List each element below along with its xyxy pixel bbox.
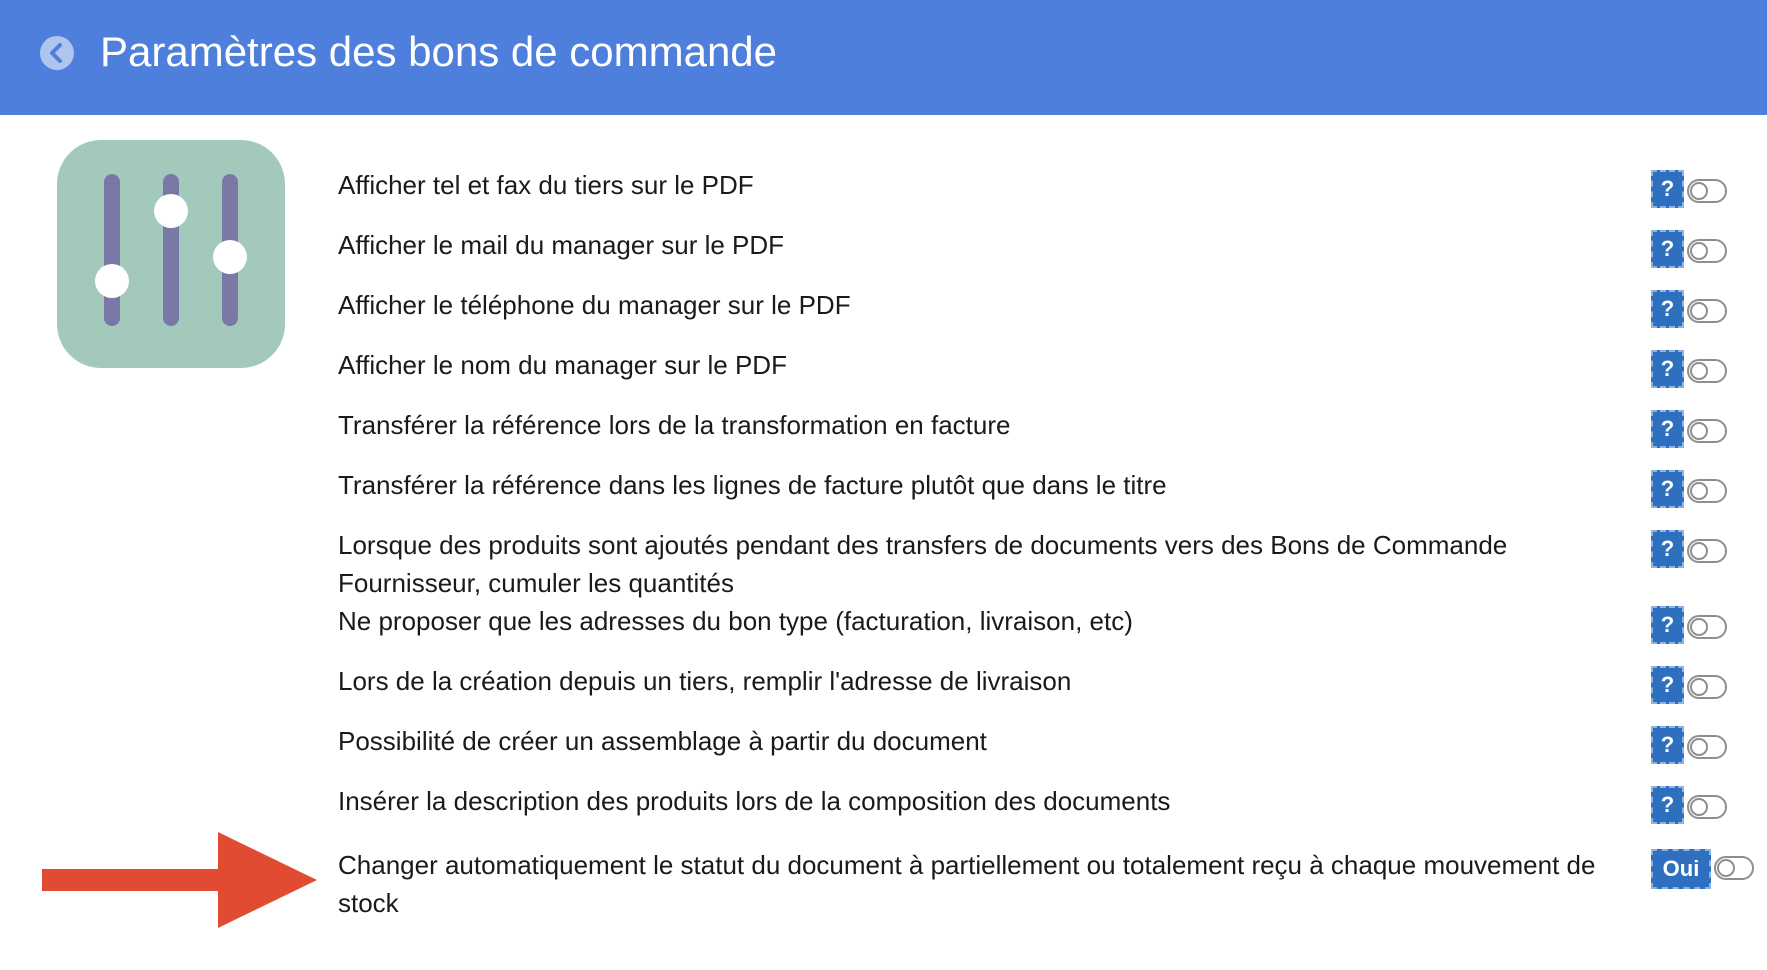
help-button[interactable]: ? — [1651, 530, 1684, 568]
toggle-knob — [1690, 182, 1708, 200]
help-button[interactable]: ? — [1651, 666, 1684, 704]
setting-label: Afficher tel et fax du tiers sur le PDF — [338, 170, 754, 200]
toggle-knob — [1690, 542, 1708, 560]
help-button[interactable]: ? — [1651, 350, 1684, 388]
toggle-knob — [1690, 798, 1708, 816]
setting-label: Lorsque des produits sont ajoutés pendant des transfers de documents vers des Bons de Commande Fournisseur, cumuler les quantités — [338, 530, 1508, 598]
toggle-knob — [1690, 242, 1708, 260]
sliders-icon — [57, 140, 285, 368]
setting-toggle[interactable] — [1687, 615, 1727, 639]
setting-label: Changer automatiquement le statut du document à partiellement ou totalement reçu à chaque mouvement de stock — [338, 850, 1596, 918]
setting-toggle[interactable] — [1687, 299, 1727, 323]
toggle-knob — [1690, 618, 1708, 636]
toggle-knob — [1690, 302, 1708, 320]
setting-label: Transférer la référence lors de la transformation en facture — [338, 410, 1011, 440]
setting-toggle[interactable] — [1687, 359, 1727, 383]
help-button[interactable]: ? — [1651, 290, 1684, 328]
arrow-right-icon — [42, 830, 317, 930]
setting-label: Possibilité de créer un assemblage à partir du document — [338, 726, 987, 756]
toggle-knob — [1690, 678, 1708, 696]
help-button[interactable]: ? — [1651, 470, 1684, 508]
setting-toggle[interactable] — [1714, 856, 1754, 880]
setting-toggle[interactable] — [1687, 479, 1727, 503]
setting-toggle[interactable] — [1687, 795, 1727, 819]
setting-label: Insérer la description des produits lors de la composition des documents — [338, 786, 1171, 816]
setting-toggle[interactable] — [1687, 179, 1727, 203]
help-button[interactable]: ? — [1651, 170, 1684, 208]
setting-toggle[interactable] — [1687, 419, 1727, 443]
help-button[interactable]: ? — [1651, 726, 1684, 764]
toggle-knob — [1690, 482, 1708, 500]
help-button[interactable]: ? — [1651, 606, 1684, 644]
setting-label: Afficher le téléphone du manager sur le PDF — [338, 290, 851, 320]
back-button[interactable] — [40, 36, 74, 70]
help-button[interactable]: ? — [1651, 786, 1684, 824]
setting-toggle[interactable] — [1687, 239, 1727, 263]
toggle-knob — [1690, 738, 1708, 756]
chevron-left-icon — [40, 36, 74, 70]
setting-label: Ne proposer que les adresses du bon type (facturation, livraison, etc) — [338, 606, 1133, 636]
page-title: Paramètres des bons de commande — [100, 28, 778, 75]
setting-label: Transférer la référence dans les lignes de facture plutôt que dans le titre — [338, 470, 1167, 500]
setting-label: Afficher le nom du manager sur le PDF — [338, 350, 787, 380]
setting-toggle[interactable] — [1687, 675, 1727, 699]
help-button[interactable]: ? — [1651, 230, 1684, 268]
setting-toggle[interactable] — [1687, 735, 1727, 759]
toggle-knob — [1717, 859, 1735, 877]
help-button[interactable]: ? — [1651, 410, 1684, 448]
setting-label: Lors de la création depuis un tiers, remplir l'adresse de livraison — [338, 666, 1072, 696]
header-bar — [0, 0, 1767, 115]
setting-toggle[interactable] — [1687, 539, 1727, 563]
oui-badge[interactable]: Oui — [1651, 849, 1711, 889]
toggle-knob — [1690, 422, 1708, 440]
toggle-knob — [1690, 362, 1708, 380]
setting-label: Afficher le mail du manager sur le PDF — [338, 230, 785, 260]
